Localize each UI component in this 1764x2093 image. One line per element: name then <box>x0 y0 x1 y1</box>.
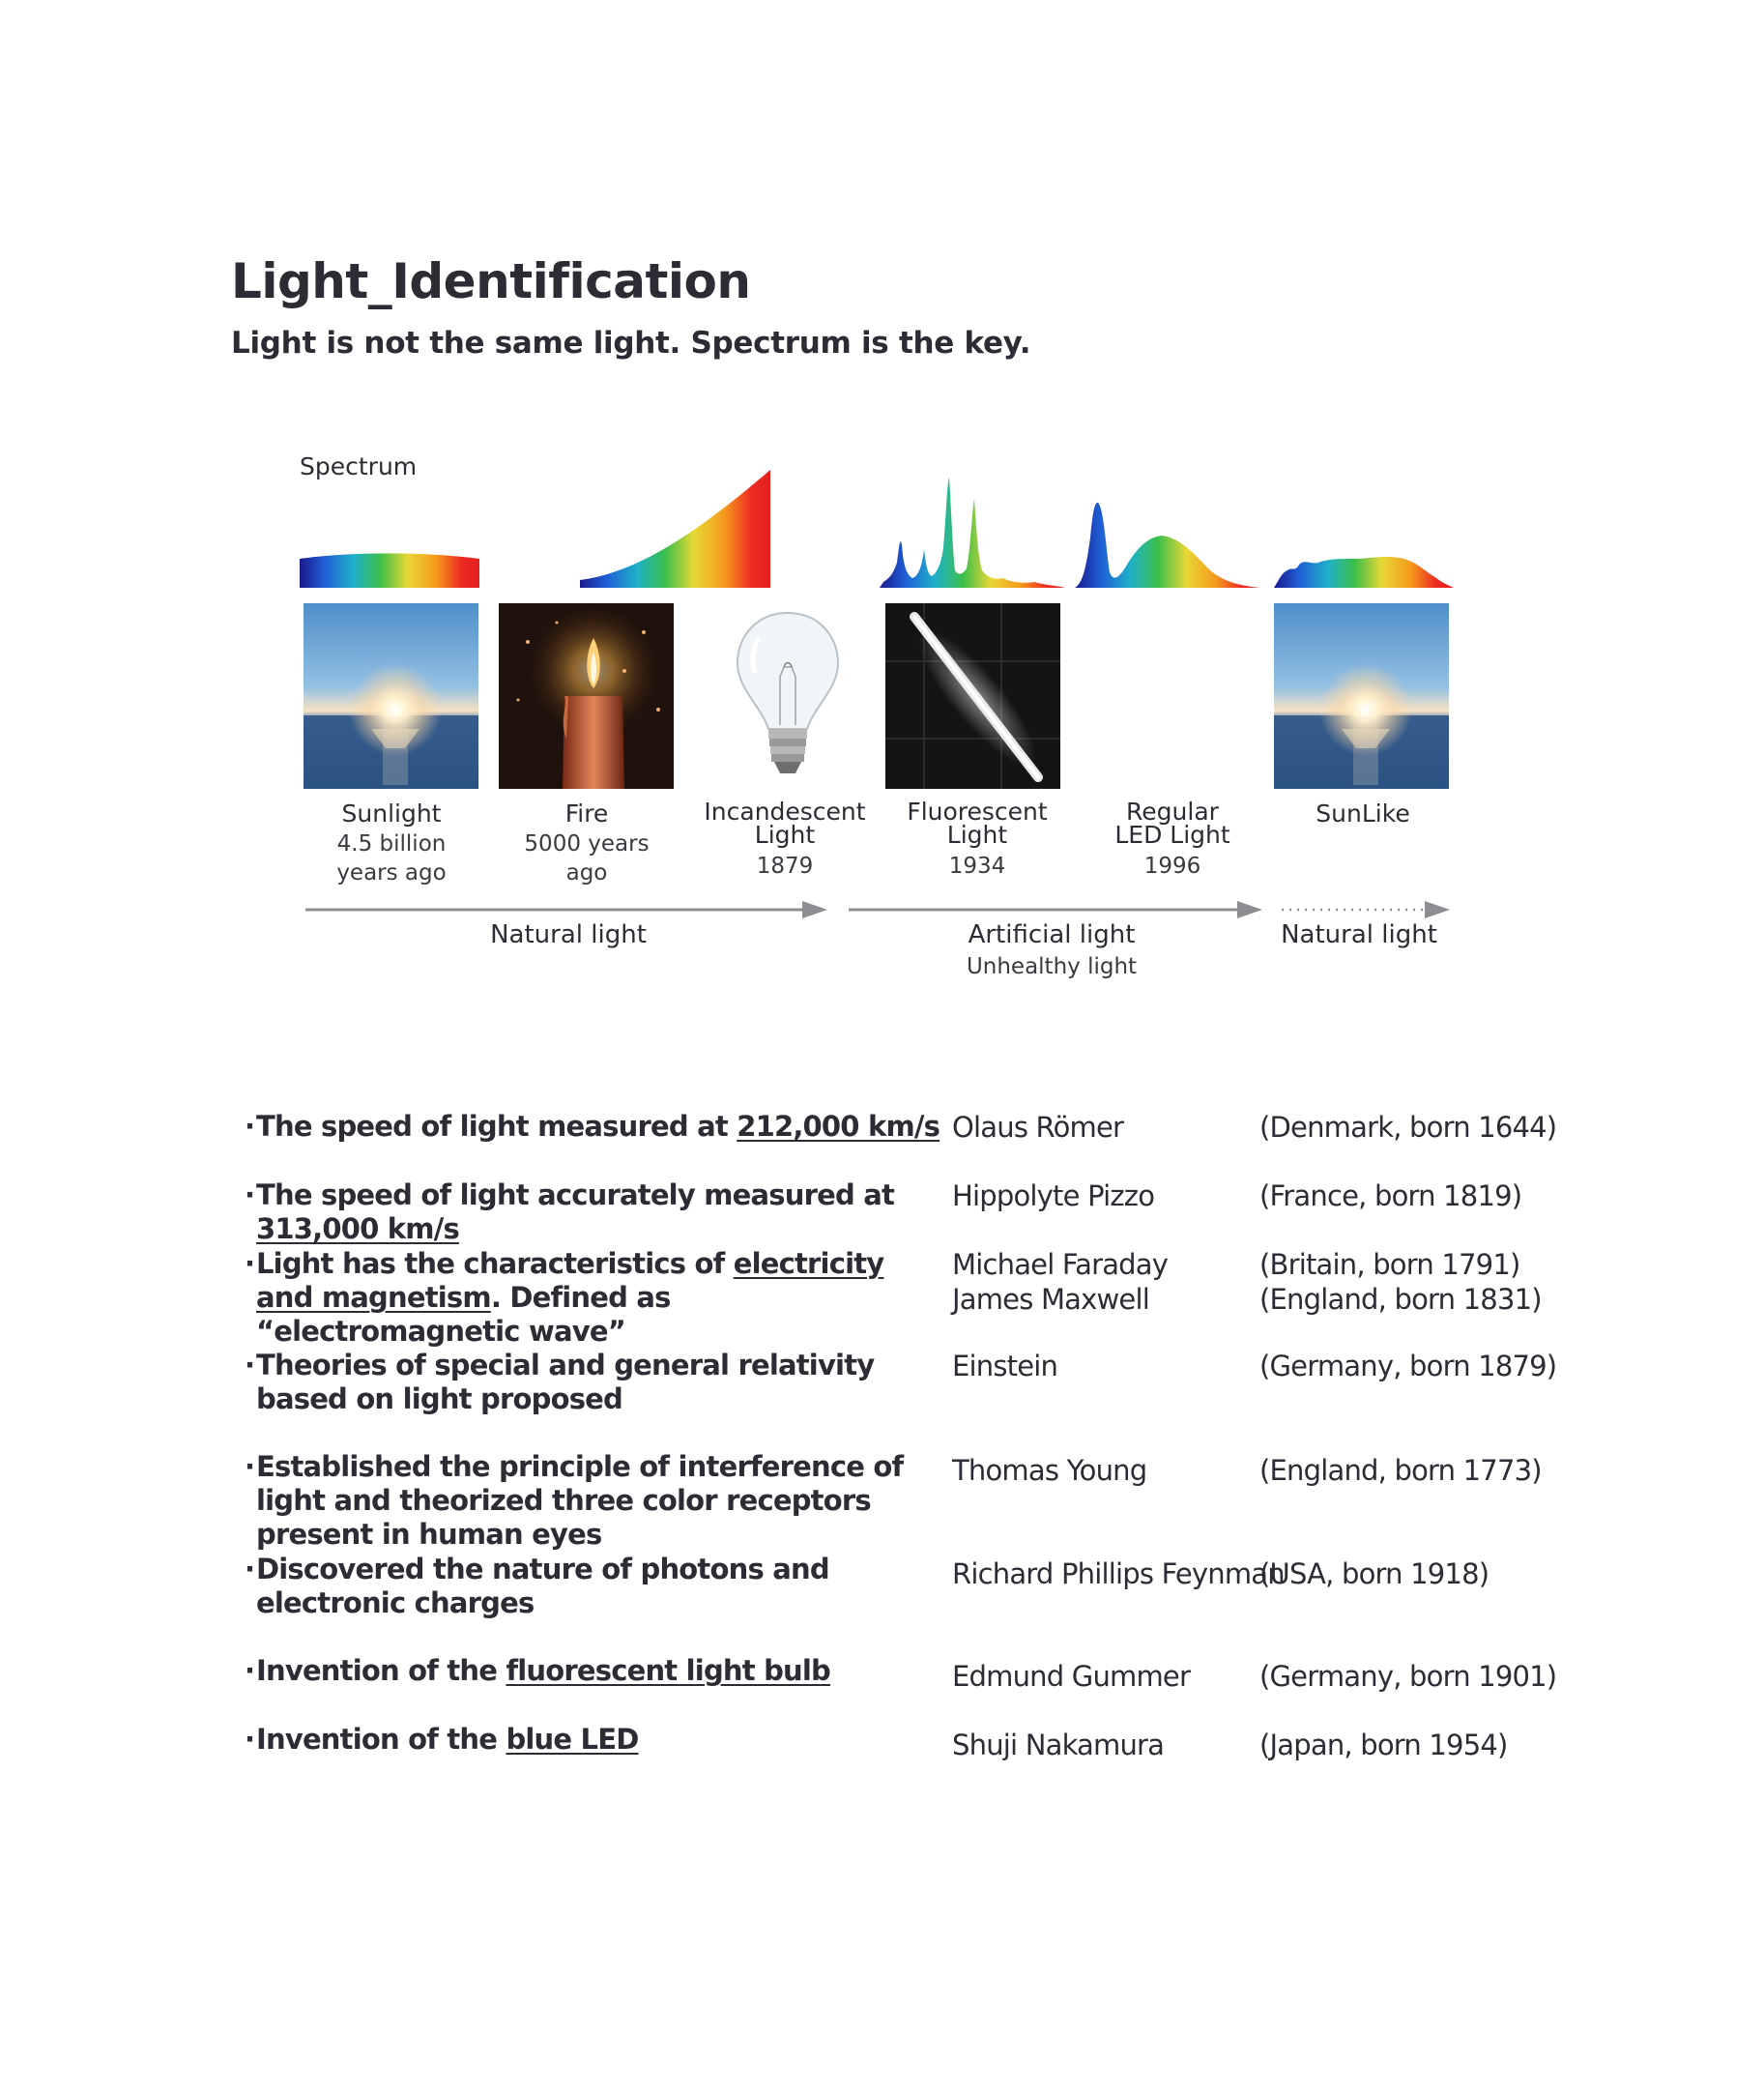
person-name: Hippolyte Pizzo <box>952 1179 1155 1212</box>
artificial-light-arrowhead <box>1237 901 1262 918</box>
history-person <box>952 1349 1057 1383</box>
person-name: Olaus Römer <box>952 1111 1124 1144</box>
fact-text-part: Theories of special and general relativity based on light proposed <box>256 1349 875 1415</box>
bullet: · <box>245 1178 255 1211</box>
fact-highlight: 212,000 km/s <box>737 1110 940 1143</box>
history-person <box>952 1110 1123 1145</box>
fact-text <box>256 1247 940 1349</box>
sunlike-image <box>1274 603 1449 789</box>
fact-text <box>256 1450 940 1552</box>
fact-text <box>256 1178 940 1246</box>
fire-spectrum <box>580 466 770 588</box>
person-origin: (Japan, born 1954) <box>1259 1729 1508 1761</box>
source-date: 4.5 billion <box>336 831 447 857</box>
fact-highlight: 313,000 km/s <box>256 1212 459 1245</box>
fact-text-part: Invention of the <box>256 1723 506 1756</box>
fact-text <box>256 1654 940 1688</box>
sunlight-spectrum <box>300 541 479 588</box>
person-origin: (Britain, born 1791) <box>1259 1248 1520 1281</box>
history-fact <box>245 1110 940 1144</box>
history-person <box>952 1728 1164 1762</box>
source-name: Fire <box>564 799 609 828</box>
history-person <box>952 1659 1190 1694</box>
bullet: · <box>245 1450 255 1483</box>
fire-image <box>499 603 674 789</box>
fact-text-part: The speed of light measured at <box>256 1110 737 1143</box>
fact-text-part: Discovered the nature of photons and electronic charges <box>256 1553 829 1619</box>
history-fact <box>245 1723 940 1757</box>
history-fact <box>245 1349 940 1416</box>
axis-natural-light: Natural light <box>490 920 647 949</box>
person-name: Einstein <box>952 1350 1058 1382</box>
source-name: Light <box>754 821 816 849</box>
source-date: 5000 years <box>524 831 650 857</box>
fact-text-part: The speed of light accurately measured at <box>256 1178 895 1211</box>
source-name: Sunlight <box>341 799 442 828</box>
source-date: ago <box>565 860 608 886</box>
bullet: · <box>245 1654 255 1687</box>
source-fluorescent <box>881 800 1074 881</box>
incandescent-image <box>730 609 846 783</box>
person-origin: (Germany, born 1901) <box>1259 1660 1557 1693</box>
person-origin: (England, born 1831) <box>1259 1283 1542 1316</box>
fact-text <box>256 1110 940 1144</box>
source-led <box>1076 800 1269 881</box>
history-origin <box>1259 1453 1542 1488</box>
person-origin: (USA, born 1918) <box>1259 1557 1489 1590</box>
source-date: 1879 <box>756 854 814 879</box>
person-name: Edmund Gummer <box>952 1660 1191 1693</box>
source-name: Light <box>946 821 1008 849</box>
axis-unhealthy-light: Unhealthy light <box>966 954 1138 979</box>
fact-text-part: Light has the characteristics of <box>256 1247 734 1280</box>
history-person <box>952 1178 1154 1213</box>
spectrum-label: Spectrum <box>300 452 418 480</box>
page-title: Light_Identification <box>231 253 751 309</box>
fact-text <box>256 1349 940 1416</box>
fact-text <box>256 1723 940 1757</box>
history-person <box>952 1247 1168 1317</box>
history-person <box>952 1556 1285 1591</box>
source-sunlike <box>1266 799 1460 828</box>
natural-light-arrowhead <box>802 901 827 918</box>
person-origin: (France, born 1819) <box>1259 1179 1522 1212</box>
history-fact <box>245 1553 940 1620</box>
fact-text-part: . Defined as “electromagnetic wave” <box>256 1281 671 1348</box>
sunlike-spectrum <box>1274 539 1454 588</box>
source-date: 1934 <box>948 854 1006 879</box>
source-incandescent <box>688 800 882 881</box>
source-name: Regular <box>1126 798 1219 826</box>
bullet: · <box>245 1349 255 1381</box>
person-origin: (England, born 1773) <box>1259 1454 1542 1487</box>
page-subtitle: Light is not the same light. Spectrum is the key. <box>231 326 1031 361</box>
bullet: · <box>245 1723 255 1756</box>
source-date: years ago <box>336 860 447 886</box>
source-name: Incandescent <box>704 798 866 826</box>
source-name: SunLike <box>1316 799 1410 828</box>
history-origin <box>1259 1110 1556 1145</box>
fluorescent-spectrum <box>880 470 1065 588</box>
person-name: James Maxwell <box>952 1283 1149 1316</box>
bullet: · <box>245 1110 255 1143</box>
history-origin <box>1259 1178 1521 1213</box>
history-person <box>952 1453 1146 1488</box>
source-name: LED Light <box>1114 821 1230 849</box>
person-name: Thomas Young <box>952 1454 1147 1487</box>
history-fact <box>245 1178 940 1246</box>
fact-text <box>256 1553 940 1620</box>
source-fire <box>490 799 683 887</box>
led-spectrum <box>1075 499 1260 588</box>
fact-text-part: Invention of the <box>256 1654 506 1687</box>
history-origin <box>1259 1556 1489 1591</box>
person-name: Shuji Nakamura <box>952 1729 1165 1761</box>
person-origin: (Germany, born 1879) <box>1259 1350 1557 1382</box>
history-origin <box>1259 1659 1556 1694</box>
fluorescent-image <box>885 603 1060 789</box>
bullet: · <box>245 1553 255 1585</box>
fact-text-part: Established the principle of interference of light and theorized three color receptors present in human eyes <box>256 1450 904 1551</box>
person-name: Michael Faraday <box>952 1248 1169 1281</box>
sunlike-arrowhead <box>1425 901 1450 918</box>
source-name: Fluorescent <box>907 798 1048 826</box>
history-fact <box>245 1450 940 1552</box>
history-fact <box>245 1654 940 1688</box>
person-origin: (Denmark, born 1644) <box>1259 1111 1557 1144</box>
fact-highlight: blue LED <box>506 1723 639 1756</box>
source-sunlight <box>295 799 488 887</box>
axis-artificial-light: Artificial light <box>968 920 1136 949</box>
history-fact <box>245 1247 940 1349</box>
source-date: 1996 <box>1143 854 1201 879</box>
history-origin <box>1259 1247 1542 1317</box>
axis-natural-light-2: Natural light <box>1281 920 1437 949</box>
fact-highlight: fluorescent light bulb <box>506 1654 831 1687</box>
bullet: · <box>245 1247 255 1280</box>
history-origin <box>1259 1349 1556 1383</box>
fact-highlight: electricity and magnetism <box>256 1247 884 1314</box>
sunlight-image <box>304 603 478 789</box>
history-origin <box>1259 1728 1508 1762</box>
person-name: Richard Phillips Feynman <box>952 1557 1285 1590</box>
